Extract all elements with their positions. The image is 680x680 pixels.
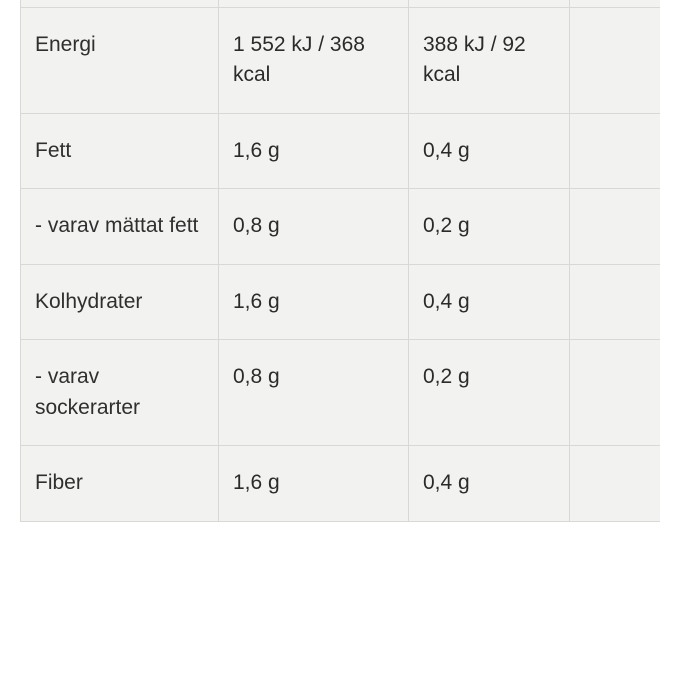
- nutrient-value-extra: [570, 446, 661, 521]
- nutrient-label: - varav sockerarter: [21, 340, 219, 446]
- nutrient-value-per-100g: 1,6 g: [219, 446, 409, 521]
- nutrient-value-per-portion: 0,4 g: [409, 264, 570, 339]
- nutrient-label: Fett: [21, 113, 219, 188]
- nutrient-value-per-portion: [409, 0, 570, 8]
- nutrient-value-per-100g: 0,8 g: [219, 340, 409, 446]
- nutrient-value-per-100g: 1,6 g: [219, 264, 409, 339]
- nutrient-label: Energi: [21, 8, 219, 114]
- nutrient-value-per-portion: 0,4 g: [409, 446, 570, 521]
- nutrient-label: Fiber: [21, 446, 219, 521]
- nutrition-table: [20, 0, 661, 522]
- table-row: [21, 446, 661, 521]
- nutrient-label: - varav mättat fett: [21, 189, 219, 264]
- nutrient-value-extra: [570, 8, 661, 114]
- nutrient-value-per-portion: 388 kJ / 92 kcal: [409, 8, 570, 114]
- nutrient-value-per-portion: 0,2 g: [409, 340, 570, 446]
- nutrient-label: Kolhydrater: [21, 264, 219, 339]
- table-row: [21, 8, 661, 114]
- table-row: [21, 264, 661, 339]
- nutrient-value-extra: [570, 189, 661, 264]
- nutrient-value-extra: [570, 113, 661, 188]
- table-row: [21, 113, 661, 188]
- table-row: [21, 340, 661, 446]
- nutrient-value-per-100g: 1,6 g: [219, 113, 409, 188]
- nutrient-value-per-100g: 0,8 g: [219, 189, 409, 264]
- nutrient-value-extra: [570, 340, 661, 446]
- nutrition-table-wrapper: [20, 0, 660, 522]
- nutrient-value-extra: [570, 0, 661, 8]
- table-row: [21, 0, 661, 8]
- nutrient-value-extra: [570, 264, 661, 339]
- nutrient-value-per-portion: 0,2 g: [409, 189, 570, 264]
- page-left-margin: [0, 0, 20, 680]
- nutrient-value-per-portion: 0,4 g: [409, 113, 570, 188]
- page-right-margin: [660, 0, 680, 680]
- nutrient-value-per-100g: 1 552 kJ / 368 kcal: [219, 8, 409, 114]
- nutrient-label: [21, 0, 219, 8]
- nutrient-value-per-100g: [219, 0, 409, 8]
- table-row: [21, 189, 661, 264]
